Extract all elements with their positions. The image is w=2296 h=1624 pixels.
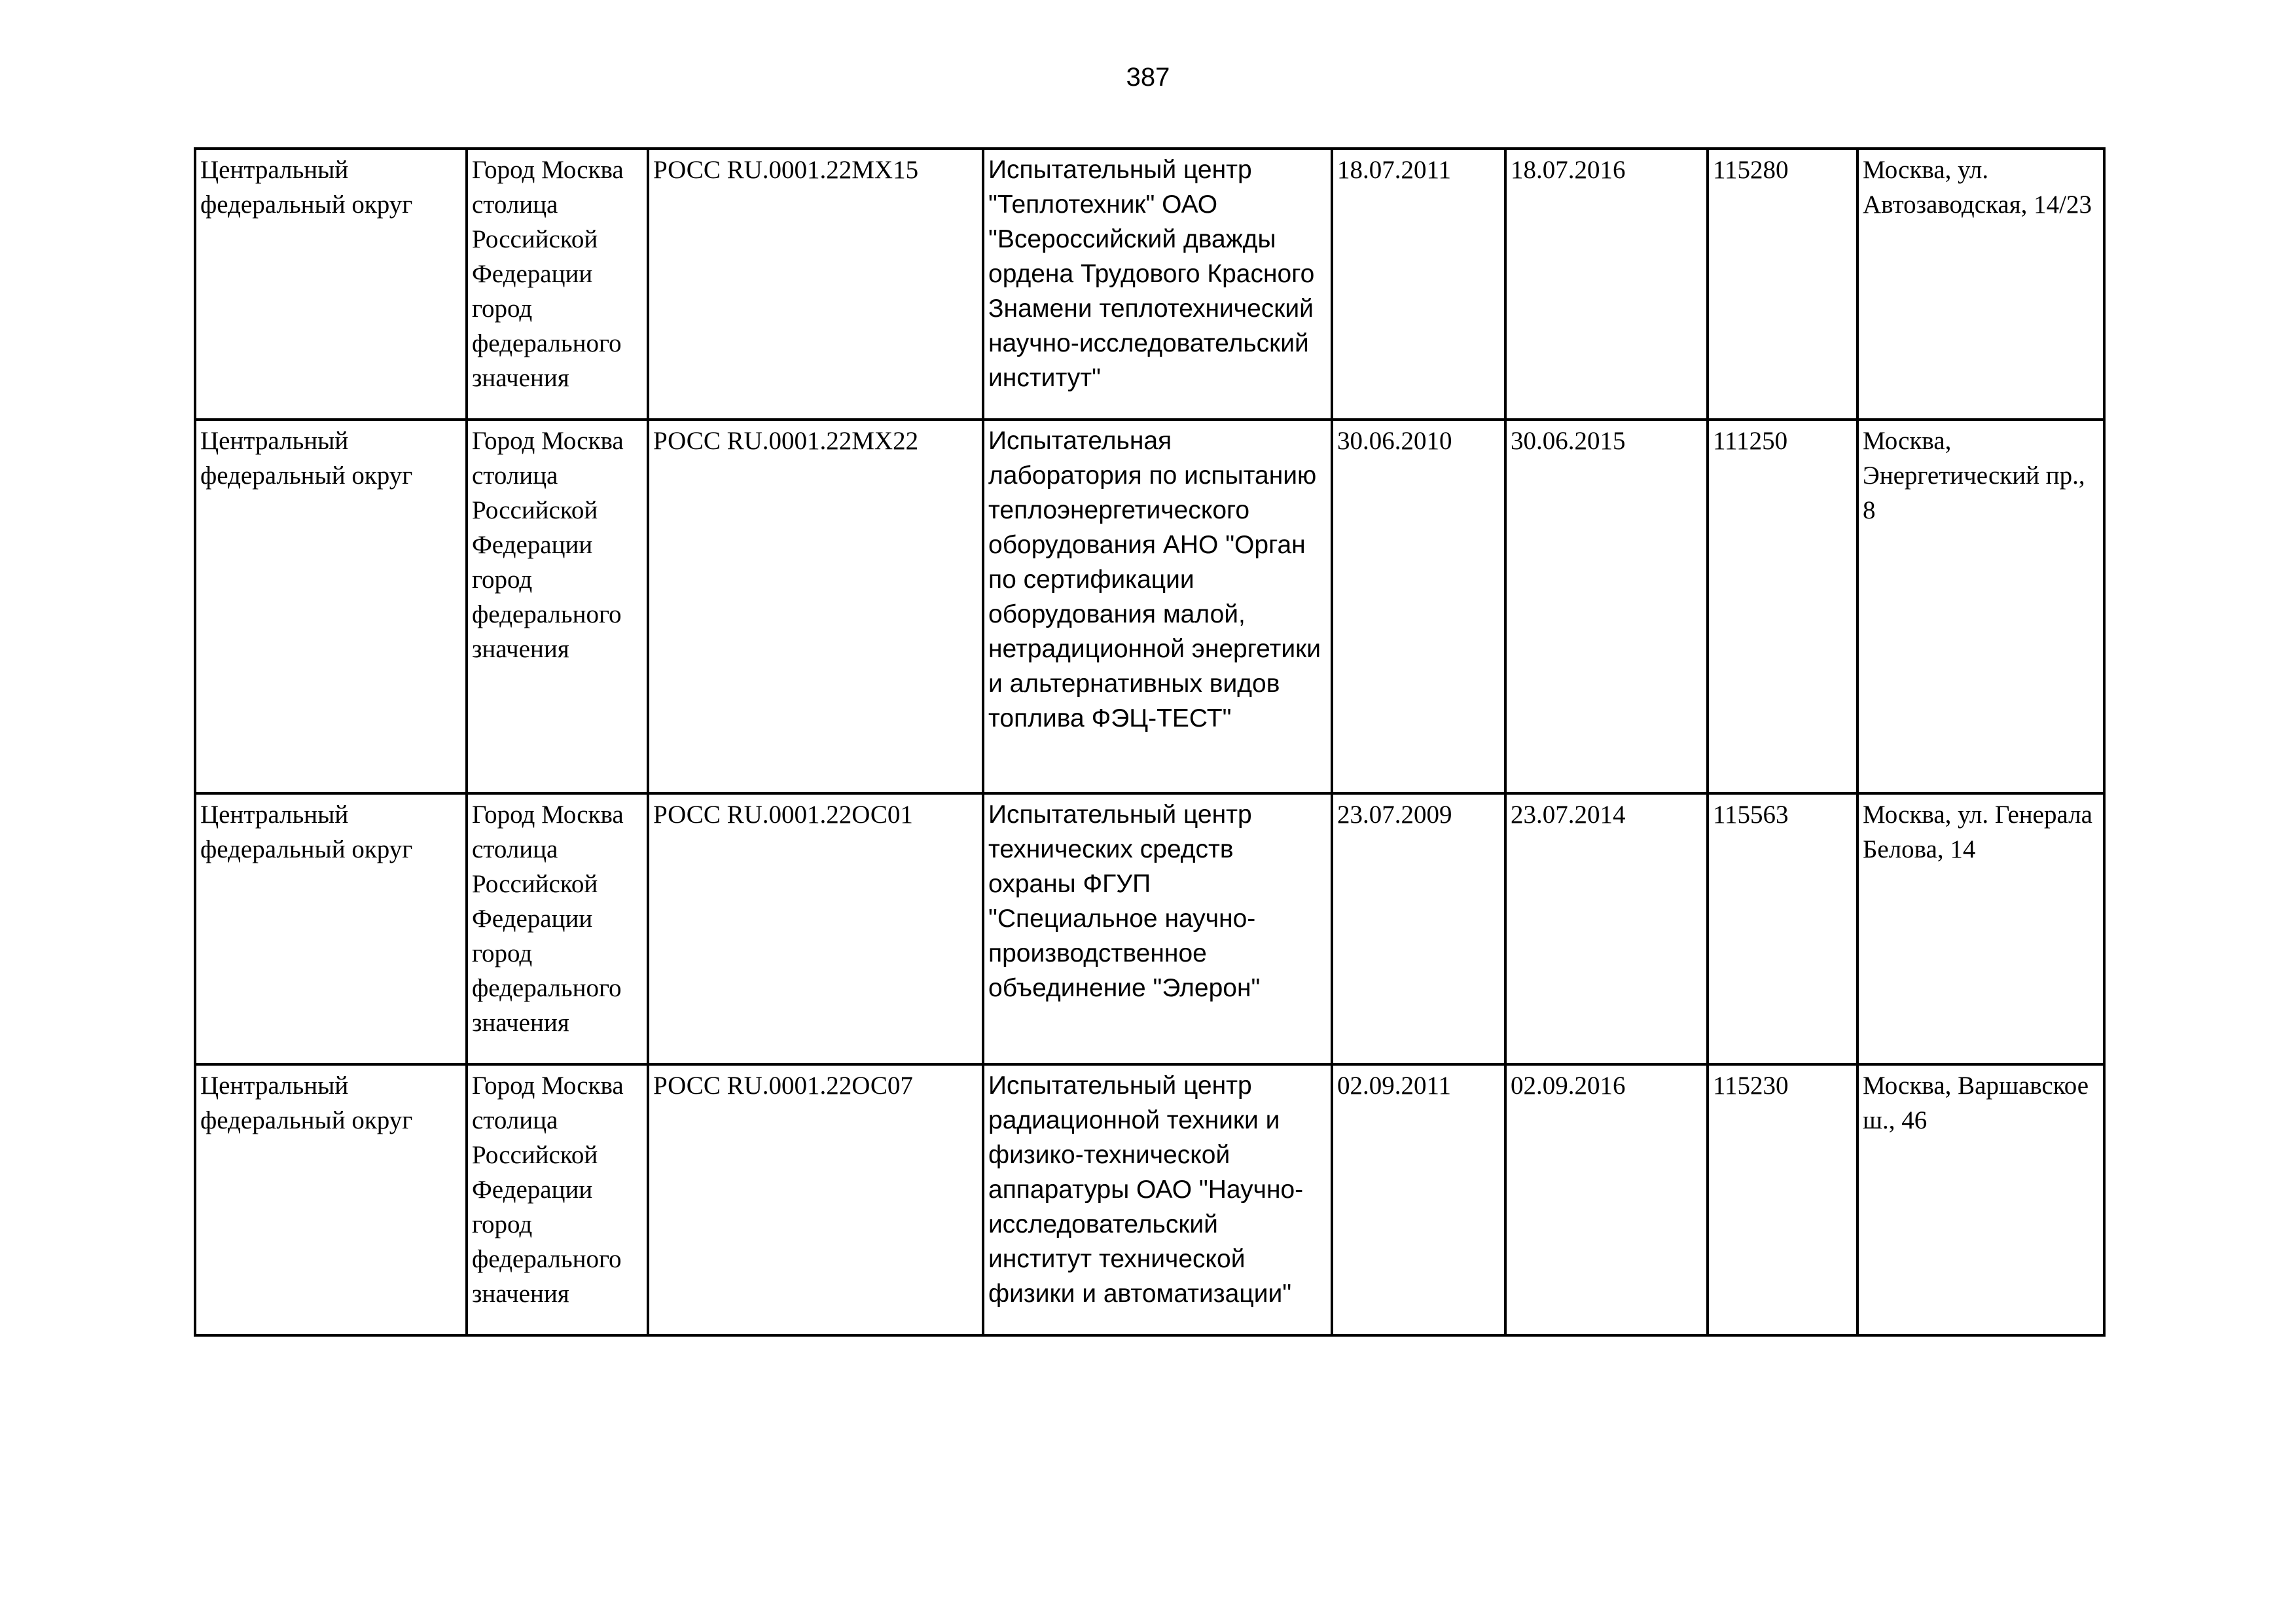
postcode-cell: 111250 <box>1708 420 1857 793</box>
date-to-cell: 23.07.2014 <box>1505 793 1708 1064</box>
region-cell: Город Москва столица Российской Федерации город федерального значения <box>467 149 648 420</box>
postcode-cell: 115563 <box>1708 793 1857 1064</box>
table-row <box>195 420 2104 793</box>
reg-number-cell: РОСС RU.0001.22МХ15 <box>648 149 983 420</box>
address-cell: Москва, ул. Генерала Белова, 14 <box>1857 793 2104 1064</box>
organization-cell: Испытательный центр технических средств охраны ФГУП "Специальное научно-производственное объединение "Элерон" <box>983 793 1332 1064</box>
date-to-cell: 30.06.2015 <box>1505 420 1708 793</box>
address-cell: Москва, Энергетический пр., 8 <box>1857 420 2104 793</box>
date-from-cell: 18.07.2011 <box>1332 149 1505 420</box>
district-cell: Центральный федеральный округ <box>195 149 467 420</box>
district-cell: Центральный федеральный округ <box>195 420 467 793</box>
postcode-cell: 115230 <box>1708 1064 1857 1335</box>
date-from-cell: 30.06.2010 <box>1332 420 1505 793</box>
district-cell: Центральный федеральный округ <box>195 1064 467 1335</box>
address-cell: Москва, ул. Автозаводская, 14/23 <box>1857 149 2104 420</box>
reg-number-cell: РОСС RU.0001.22МХ22 <box>648 420 983 793</box>
organization-cell: Испытательный центр радиационной техники и физико-технической аппаратуры ОАО "Научно-исследовательский институт технической физики и автоматизации" <box>983 1064 1332 1335</box>
date-to-cell: 02.09.2016 <box>1505 1064 1708 1335</box>
table-row <box>195 1064 2104 1335</box>
reg-number-cell: РОСС RU.0001.22ОС07 <box>648 1064 983 1335</box>
date-from-cell: 23.07.2009 <box>1332 793 1505 1064</box>
address-cell: Москва, Варшавское ш., 46 <box>1857 1064 2104 1335</box>
page-number: 387 <box>1126 63 1170 92</box>
reg-number-cell: РОСС RU.0001.22ОС01 <box>648 793 983 1064</box>
region-cell: Город Москва столица Российской Федерации город федерального значения <box>467 1064 648 1335</box>
registry-table <box>194 147 2106 1337</box>
table-row <box>195 149 2104 420</box>
organization-cell: Испытательный центр "Теплотехник" ОАО "Всероссийский дважды ордена Трудового Красного Знамени теплотехнический научно-исследовательский институт" <box>983 149 1332 420</box>
postcode-cell: 115280 <box>1708 149 1857 420</box>
region-cell: Город Москва столица Российской Федерации город федерального значения <box>467 420 648 793</box>
date-from-cell: 02.09.2011 <box>1332 1064 1505 1335</box>
organization-cell: Испытательная лаборатория по испытанию теплоэнергетического оборудования АНО "Орган по сертификации оборудования малой, нетрадиционной энергетики и альтернативных видов топлива ФЭЦ-ТЕСТ" <box>983 420 1332 793</box>
district-cell: Центральный федеральный округ <box>195 793 467 1064</box>
date-to-cell: 18.07.2016 <box>1505 149 1708 420</box>
table-row <box>195 793 2104 1064</box>
region-cell: Город Москва столица Российской Федерации город федерального значения <box>467 793 648 1064</box>
